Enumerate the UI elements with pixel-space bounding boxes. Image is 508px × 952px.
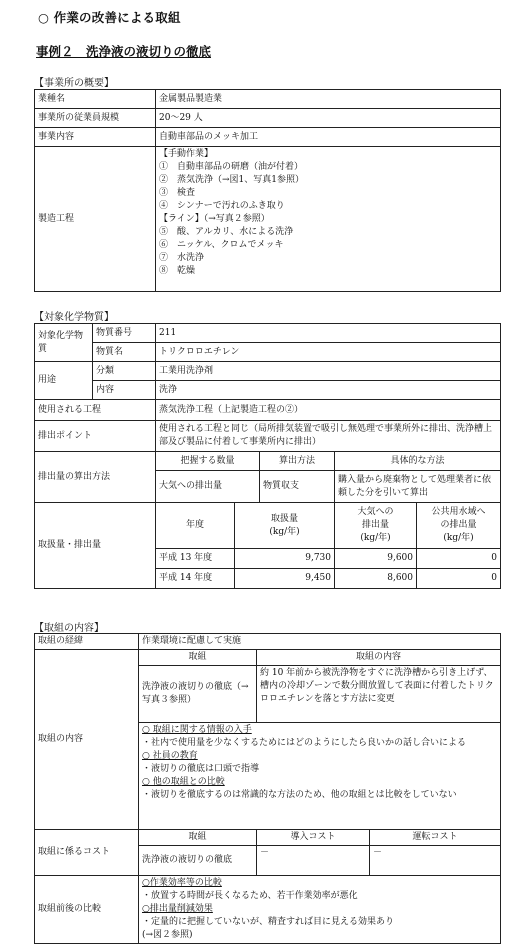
chemical-section-label: 【対象化学物質】 xyxy=(34,312,114,323)
substance-name: トリクロロエチレン xyxy=(156,343,501,362)
action-detail: 約 10 年前から被洗浄物をすぐに洗浄槽から引き上げず、槽内の冷却ゾーンで数分間放置して表面に付着したトリクロロエチレンを落とす方法に変更 xyxy=(257,666,501,723)
cost-header: 取組 xyxy=(139,830,257,846)
amount-value: 0 xyxy=(417,549,501,569)
substance-number: 211 xyxy=(156,324,501,343)
process-line: 【手動作業】 xyxy=(159,149,214,159)
section-heading: ○ 作業の改善による取組 xyxy=(38,10,181,25)
process-label: 製造工程 xyxy=(35,147,156,292)
comparison-body: ・液切りを徹底するのは常識的な方法のため、他の取組とは比較をしていない xyxy=(142,790,457,800)
amount-value: 9,730 xyxy=(235,549,335,569)
business-label: 業種名 xyxy=(35,90,156,109)
process-line: ⑥ ニッケル、クロムでメッキ xyxy=(159,240,284,250)
calc-cell: 物質収支 xyxy=(260,471,335,503)
detail-col-header: 取組の内容 xyxy=(257,650,501,666)
action-col-header: 取組 xyxy=(139,650,257,666)
business-table xyxy=(34,89,501,292)
amount-year: 平成 14 年度 xyxy=(156,569,235,589)
process-list xyxy=(156,147,501,292)
amount-value: 9,450 xyxy=(235,569,335,589)
substance-number-label: 物質番号 xyxy=(93,324,156,343)
business-value: 自動車部品のメッキ加工 xyxy=(156,128,501,147)
process-line: ② 蒸気洗浄（→図1、写真1参照） xyxy=(159,175,304,185)
amount-header: 公共用水域へ の排出量 (kg/年) xyxy=(417,503,501,549)
cost-cell: 洗浄液の液切りの徹底 xyxy=(139,846,257,876)
efficiency-body: ・放置する時間が長くなるため、若干作業効率が悪化 xyxy=(142,891,358,901)
emission-point-value: 使用される工程と同じ（局所排気装置で吸引し無処理で事業所外に排出、洗浄槽上部及び製品に付着して事業所内に排出） xyxy=(156,421,501,452)
cost-header: 運転コスト xyxy=(370,830,501,846)
calc-label: 排出量の算出方法 xyxy=(35,452,156,503)
info-block xyxy=(139,723,501,830)
cost-cell: － xyxy=(370,846,501,876)
history-value: 作業環境に配慮して実施 xyxy=(139,634,501,650)
amount-year: 平成 13 年度 xyxy=(156,549,235,569)
comparison-heading: ○ 他の取組との比較 xyxy=(142,777,225,787)
content-label: 内容 xyxy=(93,381,156,400)
process-line: ④ シンナーで汚れのふき取り xyxy=(159,201,285,211)
process-line: ⑤ 酸、アルカリ、水による洗浄 xyxy=(159,227,294,237)
process-line: ⑧ 乾燥 xyxy=(159,266,196,276)
process-line: 【ライン】（→写真２参照） xyxy=(159,214,270,224)
emission-point-label: 排出ポイント xyxy=(35,421,156,452)
business-label: 事業内容 xyxy=(35,128,156,147)
process-line: ⑦ 水洗浄 xyxy=(159,253,205,263)
substance-name-label: 物質名 xyxy=(93,343,156,362)
education-heading: ○ 社員の教育 xyxy=(142,751,198,761)
amount-value: 9,600 xyxy=(335,549,417,569)
business-value: 金属製品製造業 xyxy=(156,90,501,109)
action-name: 洗浄液の液切りの徹底（→写真３参照） xyxy=(139,666,257,723)
calc-cell: 大気への排出量 xyxy=(156,471,260,503)
case-title: 事例２ 洗浄液の液切りの徹底 xyxy=(36,44,212,59)
process-used-value: 蒸気洗浄工程（上記製造工程の②） xyxy=(156,400,501,421)
details-label: 取組の内容 xyxy=(35,650,139,830)
info-heading: ○ 取組に関する情報の入手 xyxy=(142,725,252,735)
calc-header: 算出方法 xyxy=(260,452,335,471)
amount-header: 年度 xyxy=(156,503,235,549)
before-after-block xyxy=(139,876,501,944)
reduction-body: ・定量的に把握していないが、精査すれば目に見える効果あり xyxy=(142,917,395,927)
calc-cell: 購入量から廃棄物として処理業者に依頼した分を引いて算出 xyxy=(335,471,501,503)
amount-header: 大気への 排出量 (kg/年) xyxy=(335,503,417,549)
category-value: 工業用洗浄剤 xyxy=(156,362,501,381)
category-label: 分類 xyxy=(93,362,156,381)
before-after-label: 取組前後の比較 xyxy=(35,876,139,944)
amount-header: 取扱量 (kg/年) xyxy=(235,503,335,549)
target-label: 対象化学物質 xyxy=(35,324,93,362)
process-line: ③ 検査 xyxy=(159,188,196,198)
cost-cell: － xyxy=(257,846,370,876)
cost-header: 導入コスト xyxy=(257,830,370,846)
calc-header: 把握する数量 xyxy=(156,452,260,471)
reduction-ref: (→図２参照) xyxy=(142,930,193,940)
info-body: ・社内で使用量を少なくするためにはどのようにしたら良いかの話し合いによる xyxy=(142,738,467,748)
reduction-heading: ○排出量削減効果 xyxy=(142,904,213,914)
business-value: 20～29 人 xyxy=(156,109,501,128)
process-used-label: 使用される工程 xyxy=(35,400,156,421)
amount-label: 取扱量・排出量 xyxy=(35,503,156,589)
cost-label: 取組に係るコスト xyxy=(35,830,139,876)
amount-value: 0 xyxy=(417,569,501,589)
business-label: 事業所の従業員規模 xyxy=(35,109,156,128)
education-body: ・液切りの徹底は口頭で指導 xyxy=(142,764,260,774)
content-table xyxy=(34,633,501,944)
business-section-label: 【事業所の概要】 xyxy=(34,78,114,89)
efficiency-heading: ○作業効率等の比較 xyxy=(142,878,222,888)
content-value: 洗浄 xyxy=(156,381,501,400)
history-label: 取組の経緯 xyxy=(35,634,139,650)
content-section-label: 【取組の内容】 xyxy=(34,623,104,634)
process-line: ① 自動車部品の研磨（油が付着） xyxy=(159,162,304,172)
chemical-table xyxy=(34,323,501,589)
use-label: 用途 xyxy=(35,362,93,400)
calc-header: 具体的な方法 xyxy=(335,452,501,471)
amount-value: 8,600 xyxy=(335,569,417,589)
